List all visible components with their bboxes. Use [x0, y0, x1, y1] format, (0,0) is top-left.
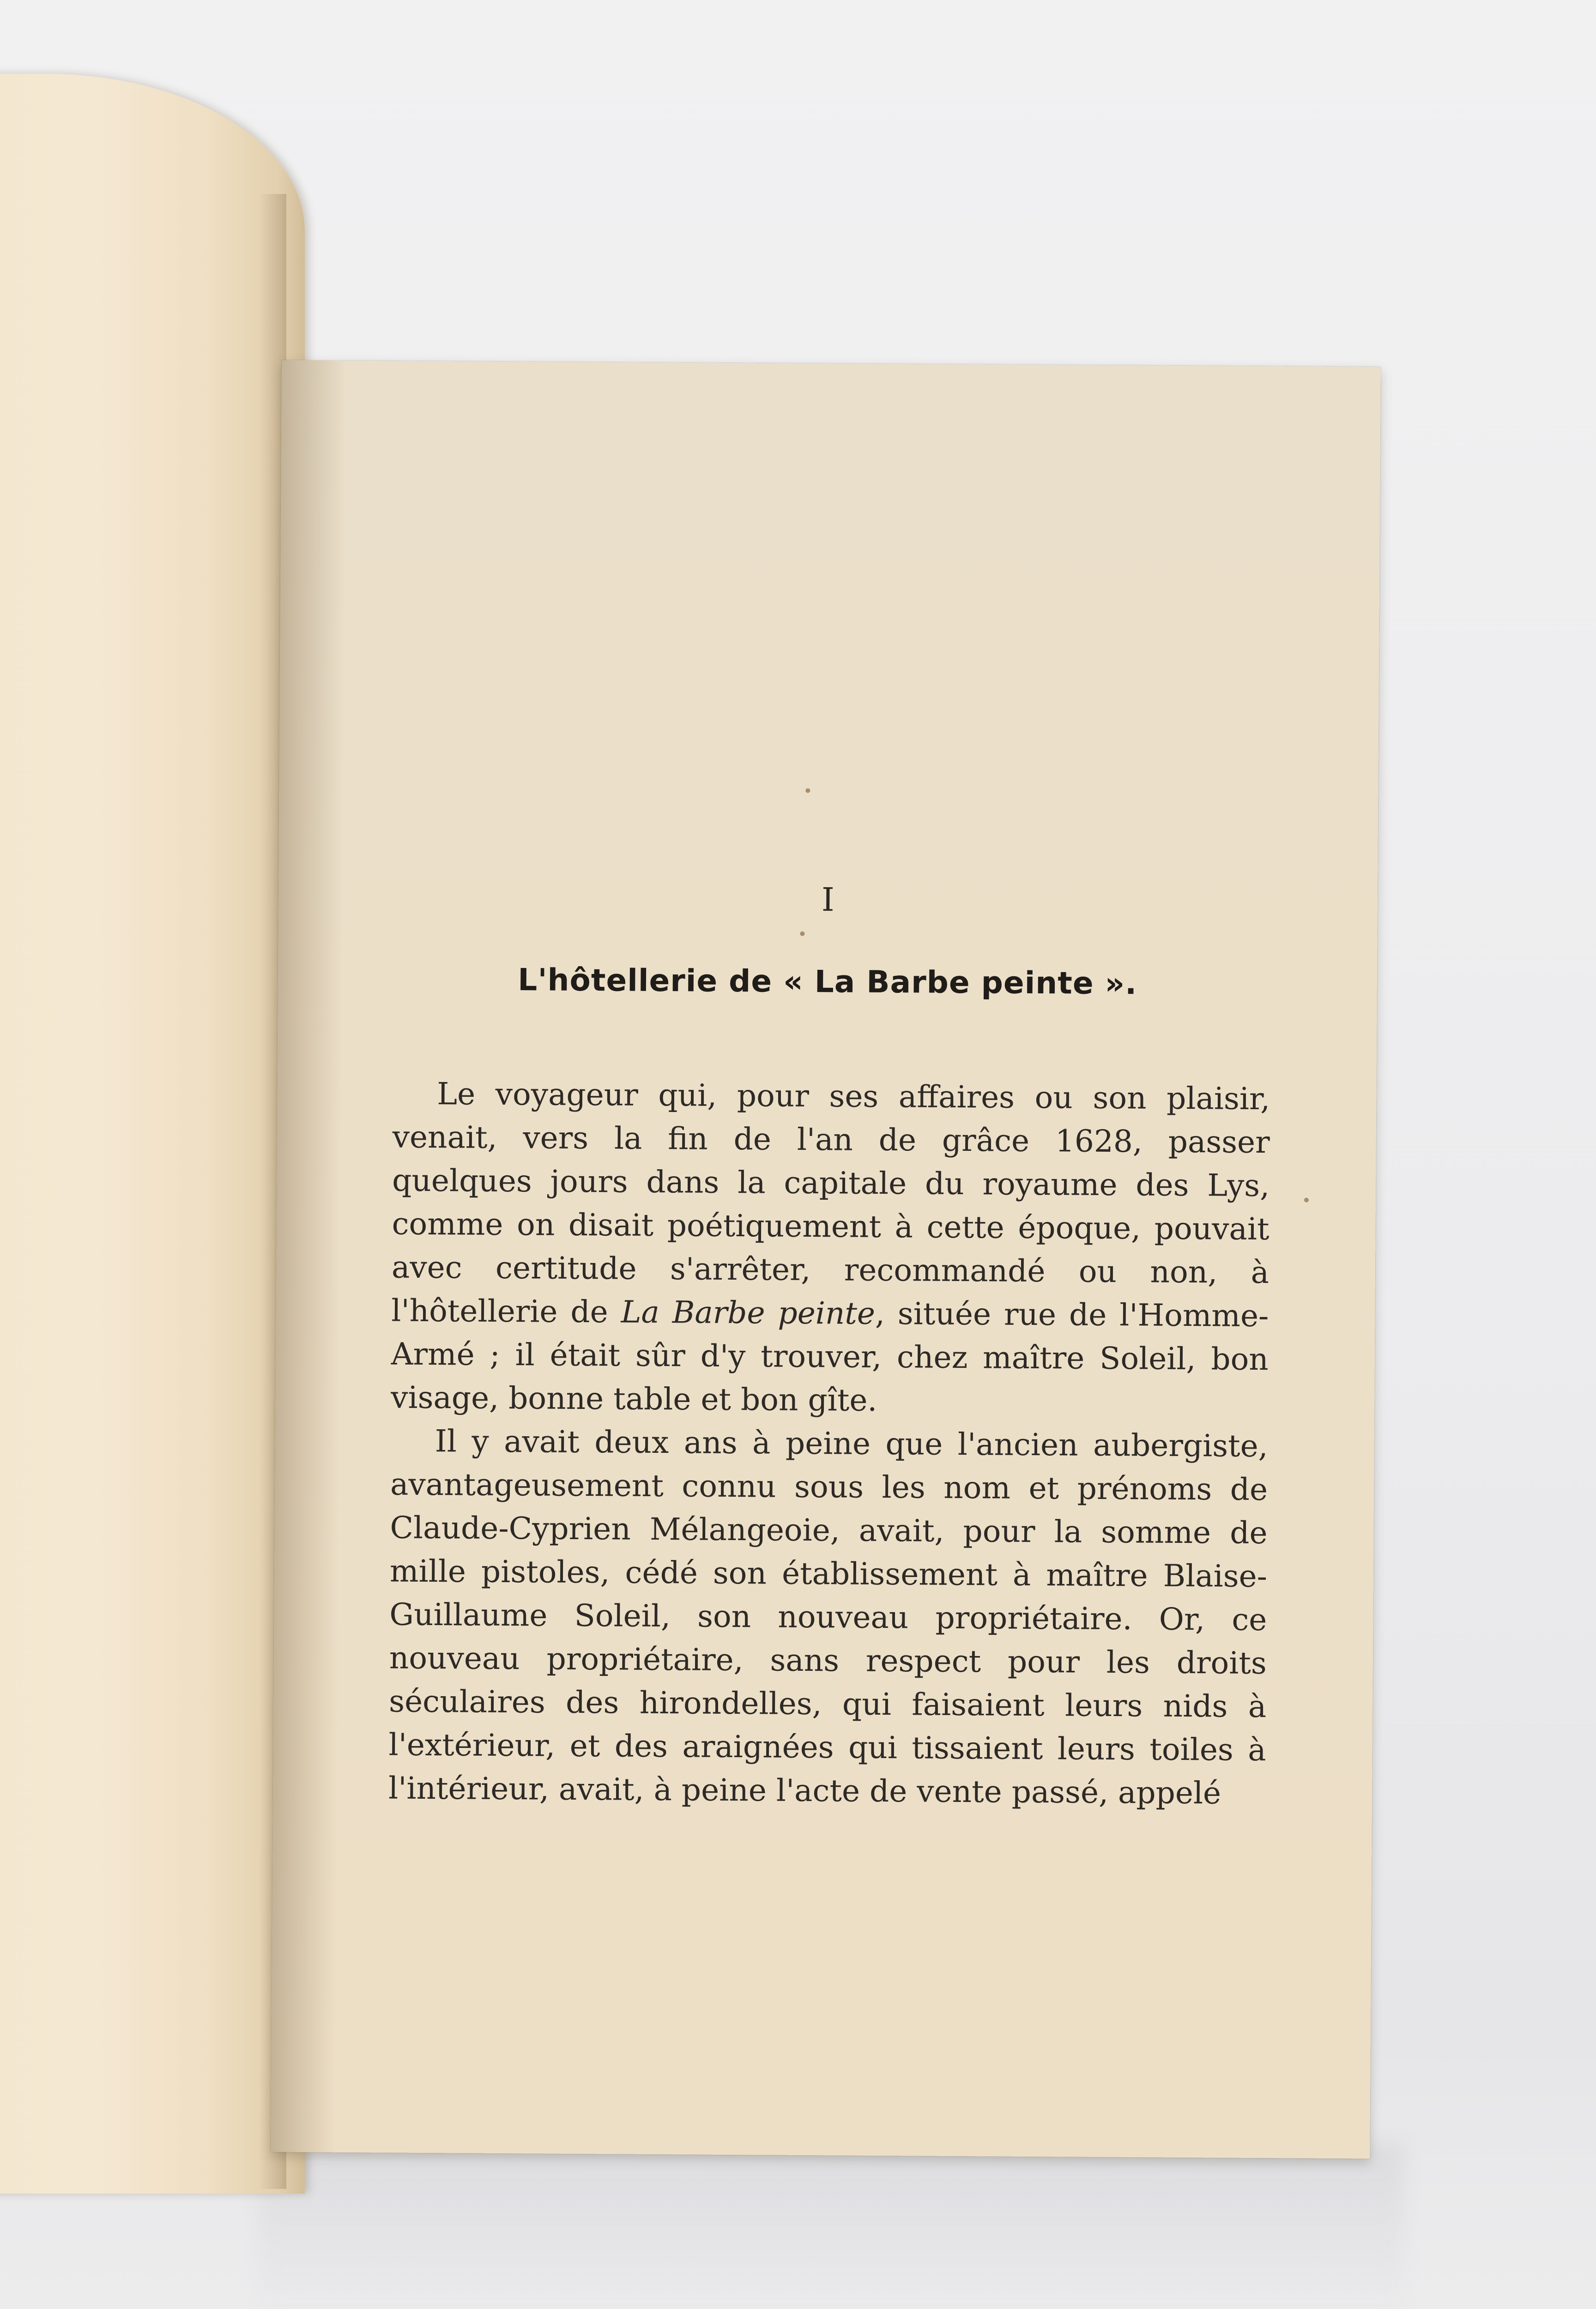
right-page [271, 360, 1381, 2158]
paragraph-1 [391, 1072, 1270, 1425]
paragraph-1-italic-title: La Barbe peinte [621, 1294, 876, 1331]
paragraph-2: Il y avait deux ans à peine que l'ancien aubergiste, avantageusement connu sous les nom et prénoms de Claude-Cyprien Mélangeoie, avait, pour la somme de mille pistoles, cédé son établissement à maître Blaise-Guillaume Soleil, son nouveau propriétaire. Or, ce nouveau propriétaire, sans respect pour les droits séculaires des hirondelles, qui faisaient leurs nids à l'extérieur, et des araignées qui tissaient leurs toiles à l'intérieur, avait, à peine l'acte de vente passé, appelé [388, 1423, 1268, 1811]
paper-speck [1304, 1198, 1309, 1203]
paragraph-1-start: Le voyageur qui, pour ses affaires ou son plaisir, venait, vers la fin de l'an de grâce 1628, passer quelques jours dans la capitale du royaume des Lys, comme on disait poétiquement à cette époque, pouvait avec certitude s'arrêter, recommandé ou non, à l'hôtellerie de [391, 1076, 1270, 1330]
body-text [388, 1072, 1270, 1815]
paper-speck [800, 931, 804, 936]
paragraph-1-end: , située rue de l'Homme-Armé ; il était sûr d'y trouver, chez maître Soleil, bon visage, bonne table et bon gîte. [391, 1295, 1269, 1418]
paper-speck [805, 788, 810, 793]
gutter-shadow [271, 360, 346, 2152]
chapter-title: L'hôtellerie de « La Barbe peinte ». [518, 962, 1137, 1002]
chapter-number: I [821, 881, 834, 919]
table-reflection [259, 2143, 1404, 2309]
